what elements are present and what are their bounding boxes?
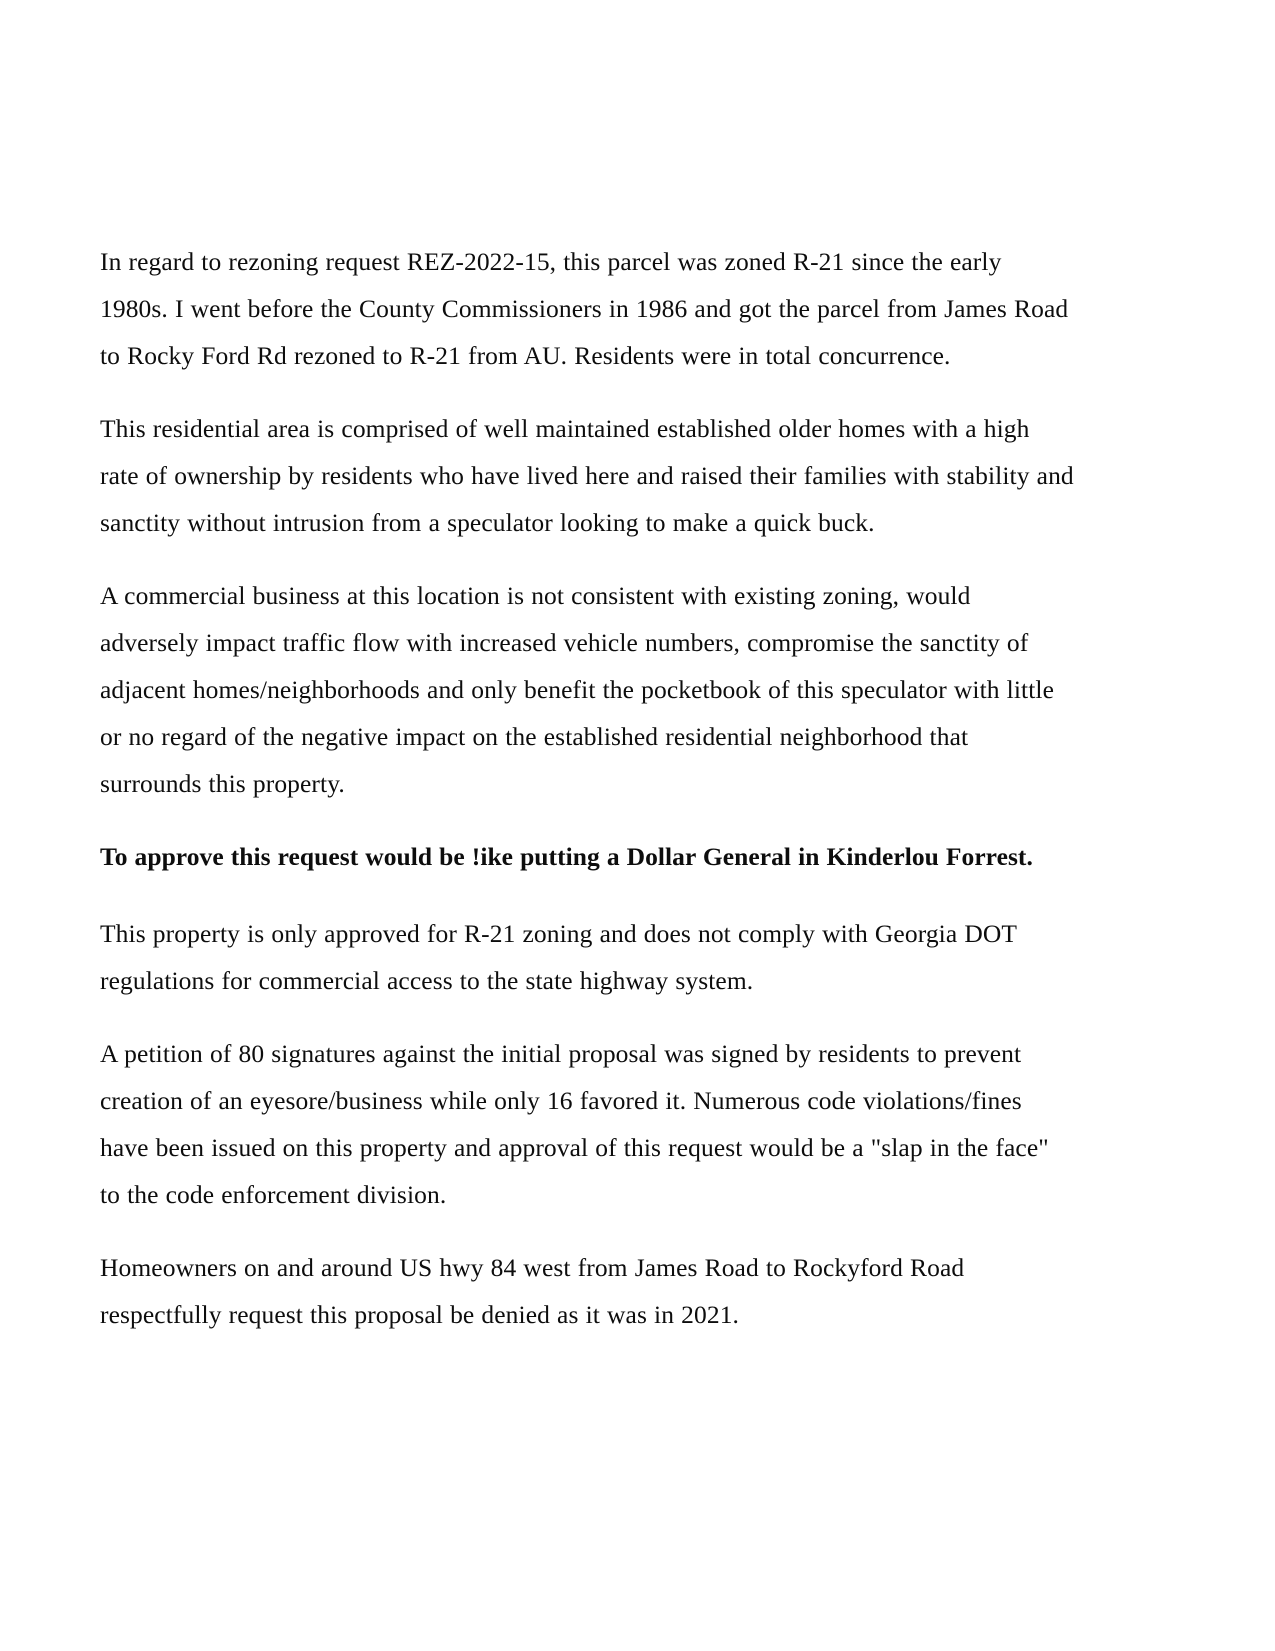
paragraph-4-emphasis: To approve this request would be !ike putting a Dollar General in Kinderlou Forrest. <box>100 842 1033 871</box>
paragraph-7: Homeowners on and around US hwy 84 west from James Road to Rockyford Road respectfully request this proposal be denied as it was in 2021. <box>100 1253 965 1329</box>
paragraph-2: This residential area is comprised of well maintained established older homes with a high rate of ownership by residents who have lived here and raised their families with stability and sanctity without intrusion from a speculator looking to make a quick buck. <box>100 414 1074 537</box>
paragraph-6: A petition of 80 signatures against the initial proposal was signed by residents to prevent creation of an eyesore/business while only 16 favored it. Numerous code violations/fines have been issued on this property and approval of this request would be a "slap in the face" to the code enforcement division. <box>100 1039 1049 1209</box>
paragraph-5: This property is only approved for R-21 zoning and does not comply with Georgia DOT regulations for commercial access to the state highway system. <box>100 919 1017 995</box>
paragraph-3: A commercial business at this location is not consistent with existing zoning, would adversely impact traffic flow with increased vehicle numbers, compromise the sanctity of adjacent homes/neighborhoods and only benefit the pocketbook of this speculator with little or no regard of the negative impact on the established residential neighborhood that surrounds this property. <box>100 581 1055 798</box>
document-text-body <box>100 238 1075 1364</box>
paragraph-1: In regard to rezoning request REZ-2022-15, this parcel was zoned R-21 since the early 1980s. I went before the County Commissioners in 1986 and got the parcel from James Road to Rocky Ford Rd rezoned to R-21 from AU. Residents were in total concurrence. <box>100 247 1069 370</box>
